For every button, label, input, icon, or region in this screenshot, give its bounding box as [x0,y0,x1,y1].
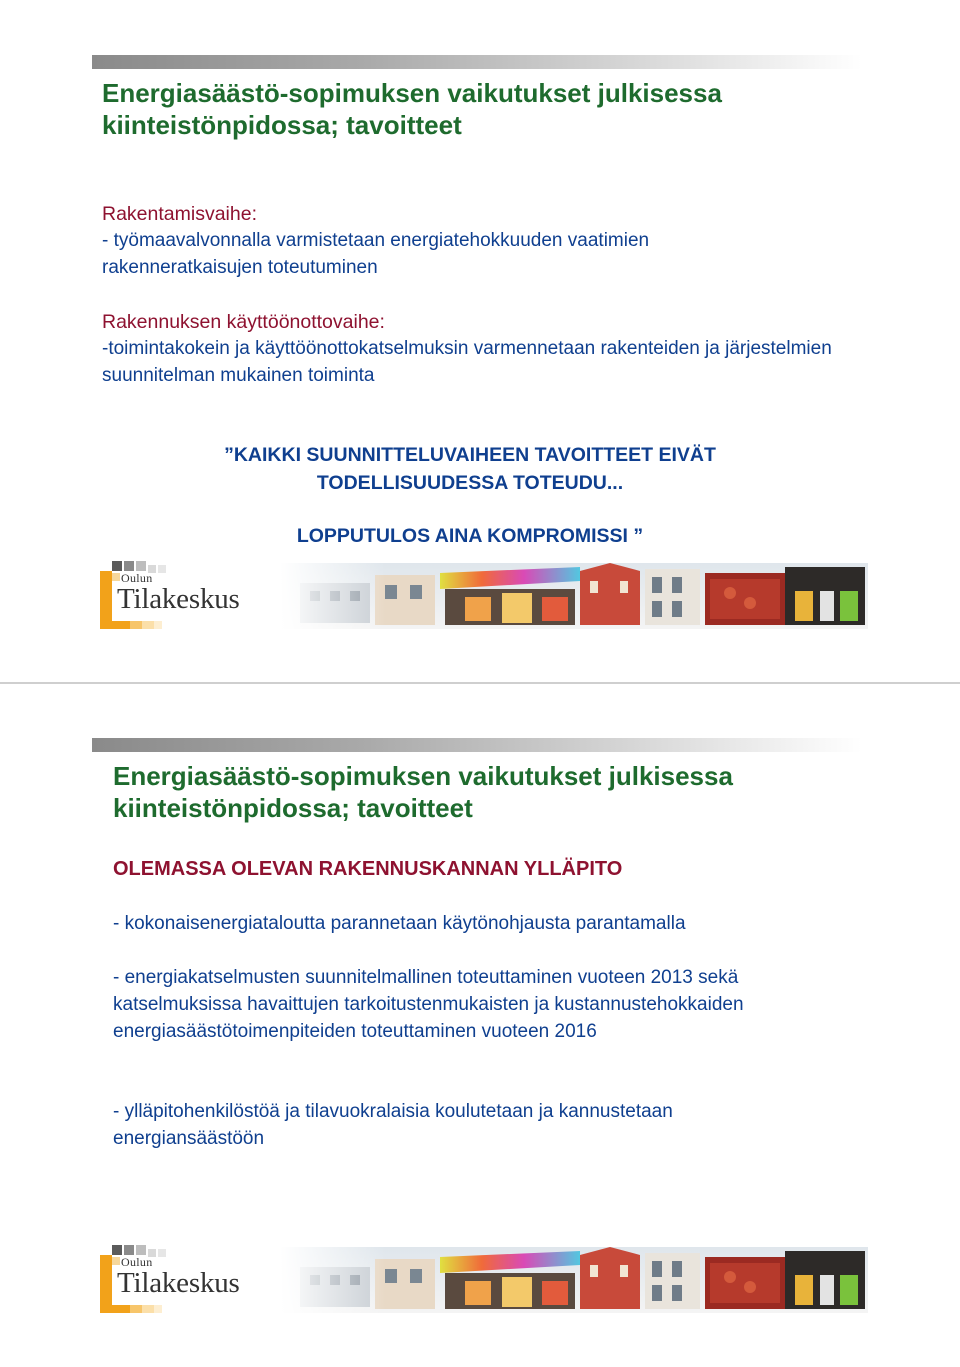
quote-line-3: LOPPUTULOS AINA KOMPROMISSI ” [296,525,644,547]
building-illustration-strip [280,1247,868,1313]
oulun-tilakeskus-logo [100,561,270,633]
title-bar-decoration [92,738,862,752]
slide-title: Energiasäästö-sopimuksen vaikutukset julkisessa kiinteistönpidossa; tavoitteet [113,761,733,823]
logo-city-text: Oulun [121,571,153,585]
section-heading-construction: Rakentamisvaihe: [102,203,257,225]
section-text-commissioning: -toimintakokein ja käyttöönottokatselmuksin varmennetaan rakenteiden ja järjestelmien suunnitelman mukainen toiminta [102,338,832,386]
bullet-energy-economy: - kokonaisenergiataloutta parannetaan käytönohjausta parantamalla [113,913,686,934]
oulun-tilakeskus-logo [100,1245,270,1317]
logo-brand-text: Tilakeskus [117,1267,240,1299]
quote-line-2: TODELLISUUDESSA TOTEUDU... [316,472,624,494]
logo-city-text: Oulun [121,1255,153,1269]
quote-line-1: ”KAIKKI SUUNNITTELUVAIHEEN TAVOITTEET EIVÄT [224,444,716,466]
bullet-energy-audits: - energiakatselmusten suunnitelmallinen toteuttaminen vuoteen 2013 sekä katselmuksissa havaittujen tarkoitustenmukaisten ja kustannustehokkaiden energiasäästötoimenpiteiden toteuttaminen vuoteen 2016 [113,967,744,1042]
section-heading-commissioning: Rakennuksen käyttöönottovaihe: [102,311,385,333]
title-bar-decoration [92,55,862,69]
bullet-staff-training: - ylläpitohenkilöstöä ja tilavuokralaisia koulutetaan ja kannustetaan energiansäästöön [113,1101,673,1149]
logo-brand-text: Tilakeskus [117,583,240,615]
slide-1 [0,0,960,682]
building-illustration-strip [280,563,868,629]
section-heading-maintenance: OLEMASSA OLEVAN RAKENNUSKANNAN YLLÄPITO [113,858,623,880]
slide-2 [0,684,960,1367]
slide-title: Energiasäästö-sopimuksen vaikutukset julkisessa kiinteistönpidossa; tavoitteet [102,78,722,140]
section-text-construction: - työmaavalvonnalla varmistetaan energiatehokkuuden vaatimien rakenneratkaisujen toteutuminen [102,230,650,278]
